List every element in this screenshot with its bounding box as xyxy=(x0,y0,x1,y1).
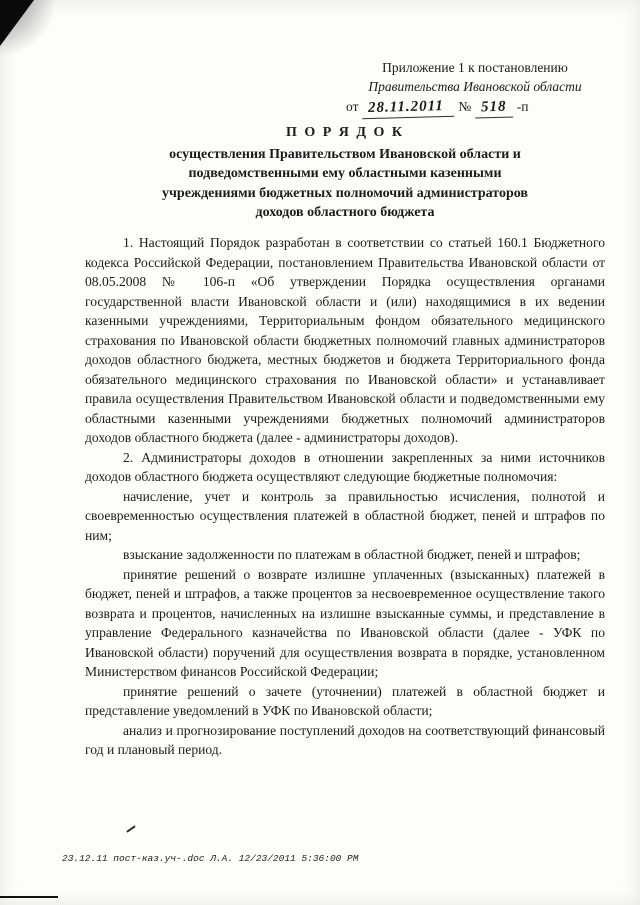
document-title-line: осуществления Правительством Ивановской области и xyxy=(169,146,521,162)
handwritten-number: 518 xyxy=(475,98,513,119)
number-sign: № xyxy=(458,99,472,114)
paragraph: анализ и прогнозирование поступлений доходов на соответствующий финансовый год и плановый период. xyxy=(85,722,605,757)
from-label: от xyxy=(346,99,359,114)
document-title-word: П О Р Я Д О К xyxy=(285,125,405,140)
scan-mark-artifact xyxy=(126,825,135,832)
paragraph: принятие решений о зачете (уточнении) платежей в областной бюджет и представление уведомлений в УФК по Ивановской области; xyxy=(85,683,605,718)
appendix-header-line2: Правительства Ивановской области xyxy=(368,79,582,94)
document-footer-filename: 23.12.11 пост-каз.уч-.doc Л.А. 12/23/2011 5:36:00 PM xyxy=(62,853,359,864)
document-body xyxy=(85,233,605,760)
appendix-header-date-line xyxy=(344,97,606,118)
paragraph: принятие решений о возврате излишне уплаченных (взысканных) платежей в бюджет, пеней и штрафов, а также процентов за несвоевременное осуществление такого возврата и процентов, начисленных на излишне взысканные суммы, и представление в управление Федерального казначейства по Ивановской области (далее - УФК по Ивановской области) поручений для осуществления возврата в порядке, установленном Министерством финансов Российской Федерации; xyxy=(85,566,605,679)
paragraph: взыскание задолженности по платежам в областной бюджет, пеней и штрафов; xyxy=(123,547,581,562)
paragraph: начисление, учет и контроль за правильностью исчисления, полнотой и своевременностью осуществления платежей в областной бюджет, пеней и штрафов по ним; xyxy=(85,488,605,543)
handwritten-date: 28.11.2011 xyxy=(362,97,454,119)
appendix-header xyxy=(344,58,606,118)
document-title-line: доходов областного бюджета xyxy=(255,205,435,220)
scan-corner-artifact xyxy=(0,0,34,46)
document-title-line: учреждениями бюджетных полномочий администраторов xyxy=(162,185,528,201)
scan-edge-artifact xyxy=(0,896,58,898)
paragraph: 2. Администраторы доходов в отношении закрепленных за ними источников доходов областного бюджета осуществляют следующие бюджетные полномочия: xyxy=(85,449,605,484)
document-title-line: подведомственными ему областными казенными xyxy=(188,166,502,181)
document-title xyxy=(85,123,605,223)
paragraph: 1. Настоящий Порядок разработан в соответствии со статьей 160.1 Бюджетного кодекса Российской Федерации, постановлением Правительства Ивановской области от 08.05.2008 № 106-п «Об утверждении Порядка осуществления органами государственной власти Ивановской области и (или) находящимися в их ведении казенными учреждениями, Территориальным фондом обязательного медицинского страхования по Ивановской области бюджетных полномочий главных администраторов доходов областного бюджета, местных бюджетов и бюджета Территориального фонда обязательного медицинского страхования по Ивановской области» и устанавливает правила осуществления Правительством Ивановской области и подведомственными ему областными казенными учреждениями бюджетных полномочий администраторов доходов областного бюджета (далее - администраторы доходов). xyxy=(85,235,605,445)
appendix-header-line1: Приложение 1 к постановлению xyxy=(382,60,568,75)
number-suffix: -п xyxy=(516,99,529,114)
